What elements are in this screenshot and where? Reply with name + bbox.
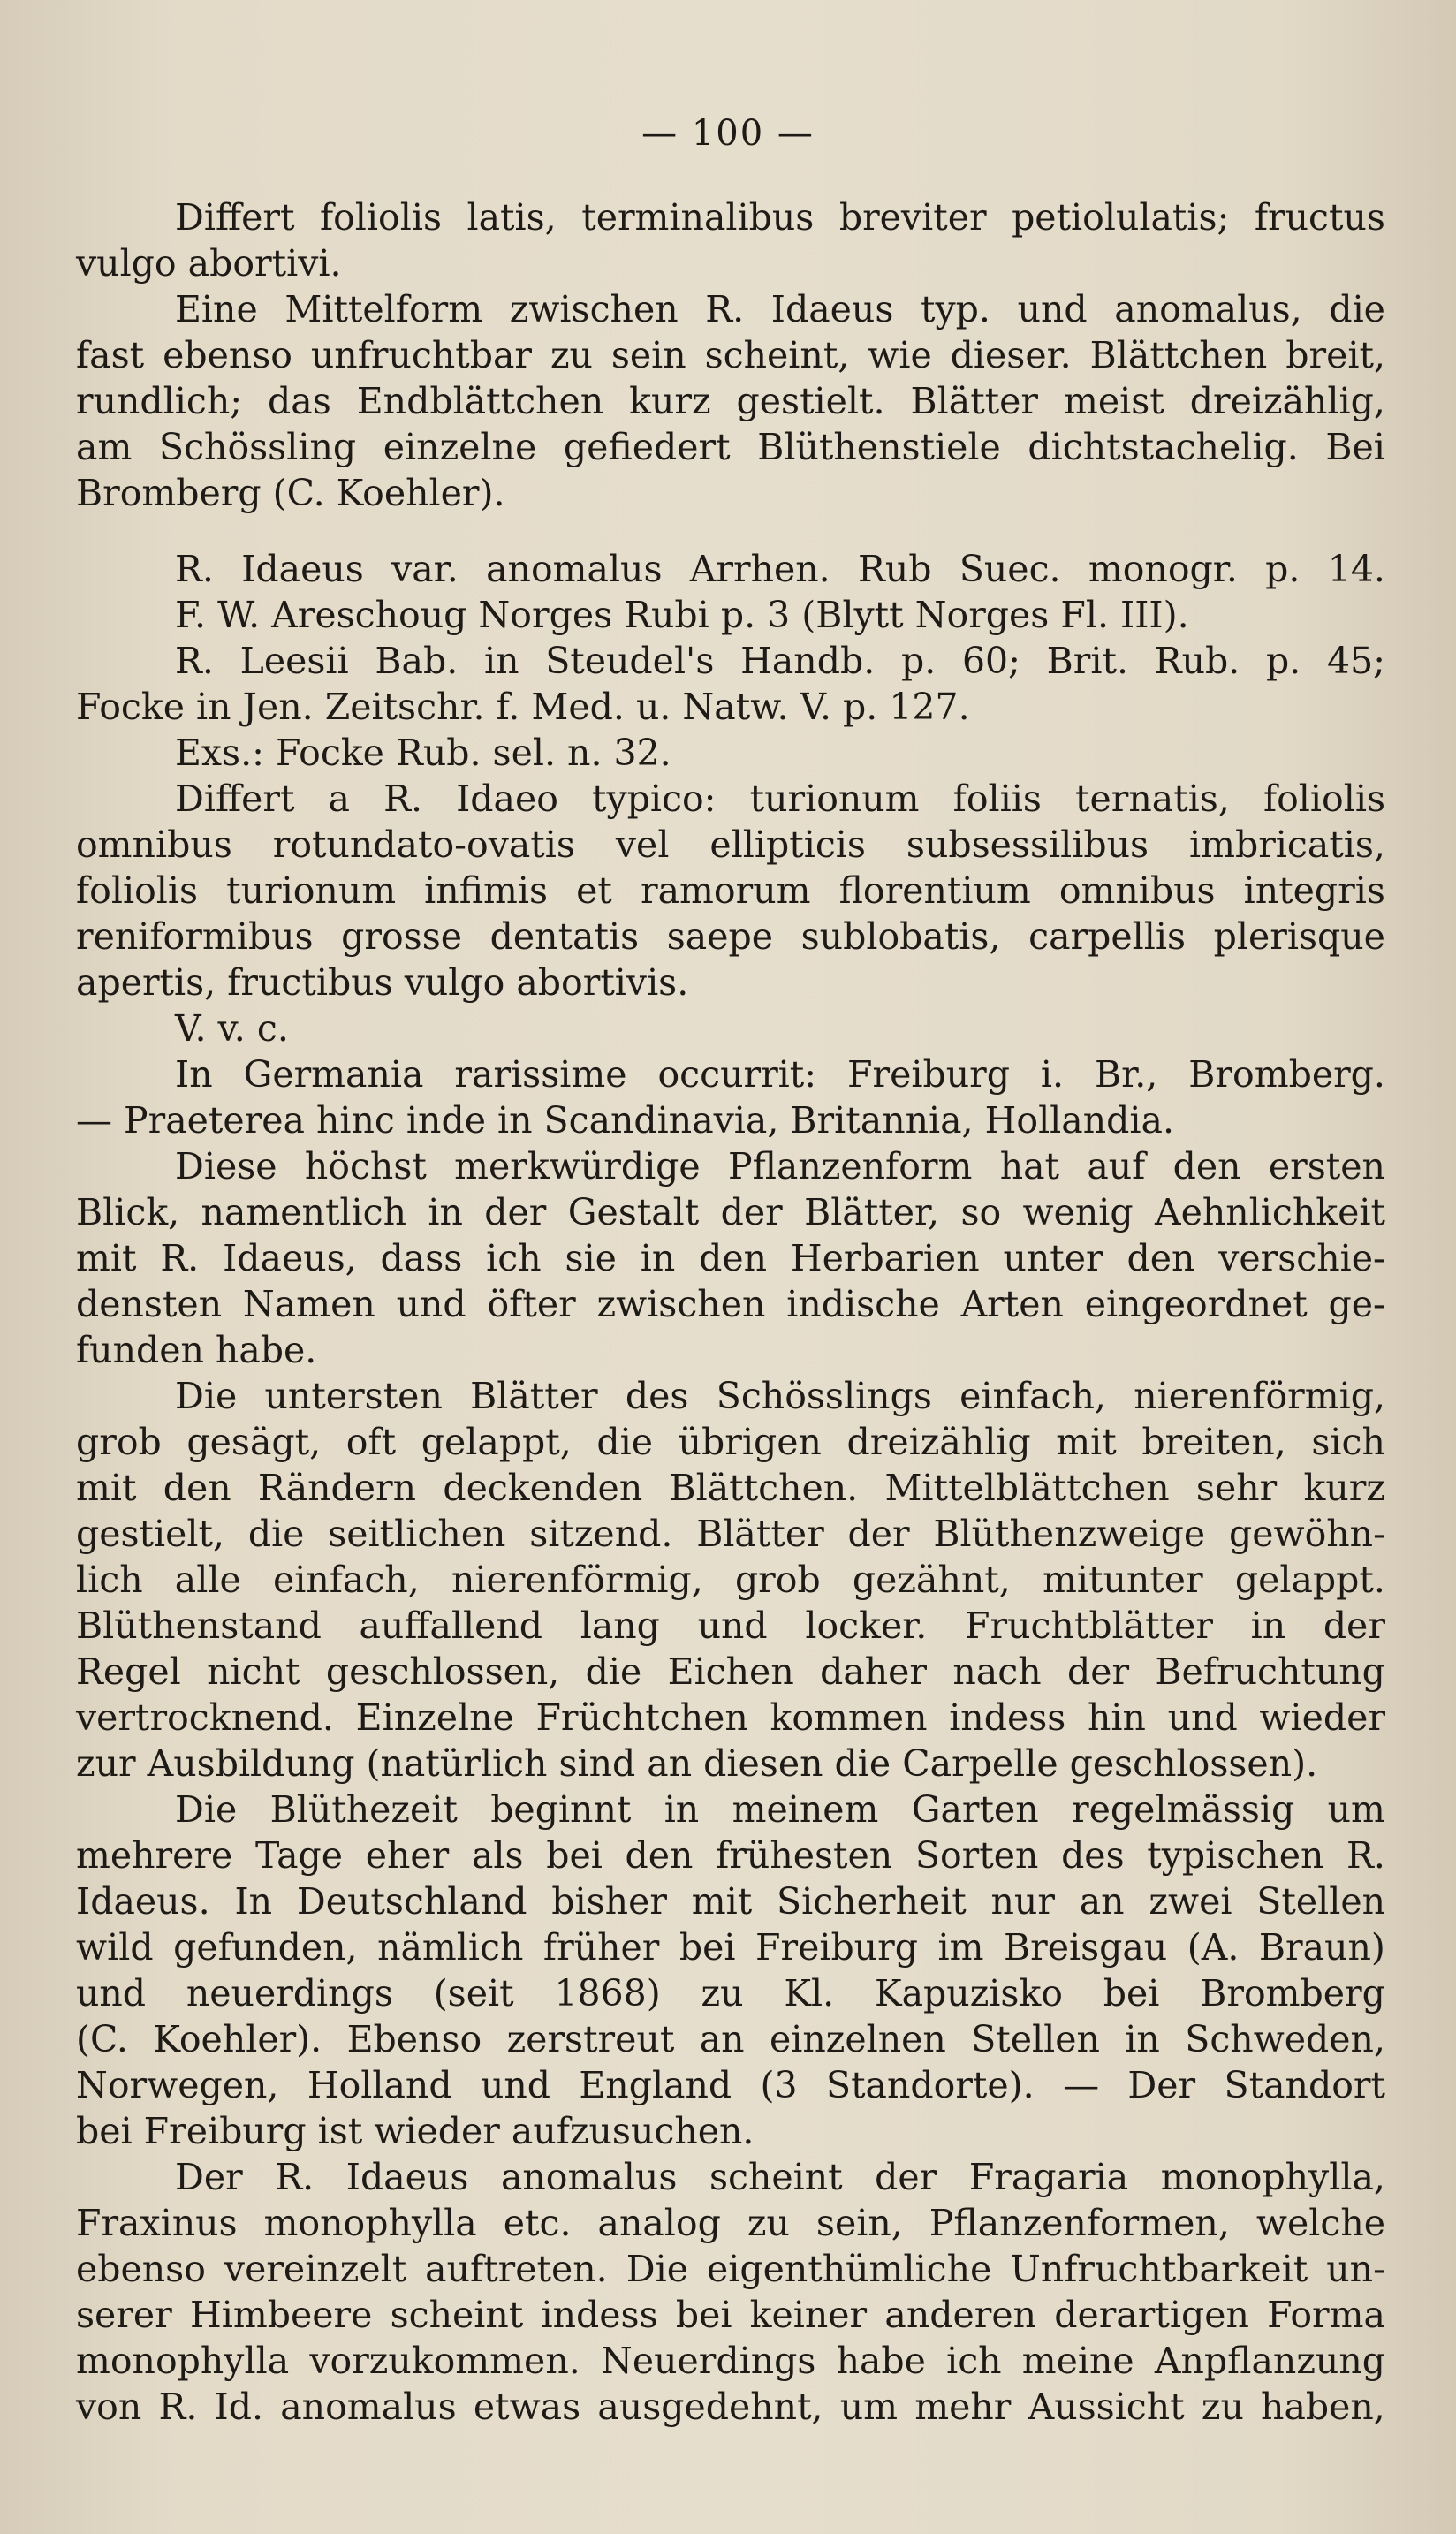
text-line: Differt a R. Idaeo typico: turionum foliis ternatis, foliolis	[175, 778, 1385, 820]
text-line: omnibus rotundato-ovatis vel ellipticis subsessilibus imbricatis,	[76, 823, 1385, 866]
body-text	[76, 194, 1385, 2430]
text-line: rundlich; das Endblättchen kurz gestielt. Blätter meist dreizählig,	[76, 380, 1385, 422]
text-line: zur Ausbildung (natürlich sind an diesen die Carpelle geschlossen).	[76, 1742, 1318, 1785]
text-line: lich alle einfach, nierenförmig, grob gezähnt, mitunter gelappt.	[76, 1559, 1385, 1601]
text-line: Norwegen, Holland und England (3 Standorte). — Der Standort	[76, 2064, 1385, 2106]
text-line: Bromberg (C. Koehler).	[76, 472, 505, 514]
text-line: mehrere Tage eher als bei den frühesten Sorten des typischen R.	[76, 1834, 1385, 1877]
text-line: Die untersten Blätter des Schösslings einfach, nierenförmig,	[175, 1375, 1385, 1417]
text-line: Differt foliolis latis, terminalibus breviter petiolulatis; fructus	[175, 196, 1385, 239]
text-line: Die Blüthezeit beginnt in meinem Garten regelmässig um	[175, 1788, 1385, 1831]
text-line: gestielt, die seitlichen sitzend. Blätter der Blüthenzweige gewöhn-	[76, 1513, 1385, 1555]
text-line: von R. Id. anomalus etwas ausgedehnt, um mehr Aussicht zu haben,	[76, 2386, 1385, 2428]
text-line: funden habe.	[76, 1329, 317, 1371]
text-line: fast ebenso unfruchtbar zu sein scheint, wie dieser. Blättchen breit,	[76, 334, 1385, 376]
text-line: Blick, namentlich in der Gestalt der Blätter, so wenig Aehnlichkeit	[76, 1191, 1385, 1233]
text-line: Exs.: Focke Rub. sel. n. 32.	[175, 732, 671, 774]
text-line: vertrocknend. Einzelne Früchtchen kommen indess hin und wieder	[76, 1696, 1385, 1739]
text-line: grob gesägt, oft gelappt, die übrigen dreizählig mit breiten, sich	[76, 1421, 1385, 1463]
text-line: F. W. Areschoug Norges Rubi p. 3 (Blytt Norges Fl. III).	[175, 594, 1189, 636]
text-line: apertis, fructibus vulgo abortivis.	[76, 961, 689, 1004]
text-line: monophylla vorzukommen. Neuerdings habe ich meine Anpflanzung	[76, 2340, 1385, 2382]
text-line: Diese höchst merkwürdige Pflanzenform hat auf den ersten	[175, 1145, 1385, 1187]
text-line: ebenso vereinzelt auftreten. Die eigenthümliche Unfruchtbarkeit un-	[76, 2248, 1385, 2290]
text-line: mit R. Idaeus, dass ich sie in den Herbarien unter den verschie-	[76, 1237, 1385, 1279]
paragraph-gap	[76, 516, 1385, 546]
text-line: reniformibus grosse dentatis saepe sublobatis, carpellis plerisque	[76, 915, 1385, 958]
text-line: mit den Rändern deckenden Blättchen. Mittelblättchen sehr kurz	[76, 1467, 1385, 1509]
text-line: In Germania rarissime occurrit: Freiburg i. Br., Bromberg.	[175, 1053, 1385, 1096]
text-line: densten Namen und öfter zwischen indische Arten eingeordnet ge-	[76, 1283, 1385, 1325]
text-line: Der R. Idaeus anomalus scheint der Fragaria monophylla,	[175, 2156, 1385, 2198]
text-line: Idaeus. In Deutschland bisher mit Sicherheit nur an zwei Stellen	[76, 1880, 1385, 1923]
text-line: R. Leesii Bab. in Steudel's Handb. p. 60; Brit. Rub. p. 45;	[175, 640, 1385, 682]
page-number: — 100 —	[641, 113, 815, 154]
text-line: Fraxinus monophylla etc. analog zu sein, Pflanzenformen, welche	[76, 2202, 1385, 2244]
text-line: Focke in Jen. Zeitschr. f. Med. u. Natw. V. p. 127.	[76, 686, 970, 728]
text-line: Blüthenstand auffallend lang und locker. Fruchtblätter in der	[76, 1605, 1385, 1647]
text-line: Eine Mittelform zwischen R. Idaeus typ. und anomalus, die	[175, 288, 1385, 330]
text-line: (C. Koehler). Ebenso zerstreut an einzelnen Stellen in Schweden,	[76, 2018, 1385, 2060]
text-line: Regel nicht geschlossen, die Eichen daher nach der Befruchtung	[76, 1650, 1385, 1693]
text-line: R. Idaeus var. anomalus Arrhen. Rub Suec. monogr. p. 14.	[175, 548, 1385, 590]
text-line: vulgo abortivi.	[76, 242, 342, 285]
text-line: V. v. c.	[175, 1007, 289, 1050]
text-line: foliolis turionum infimis et ramorum florentium omnibus integris	[76, 869, 1385, 912]
text-line: und neuerdings (seit 1868) zu Kl. Kapuzisko bei Bromberg	[76, 1972, 1385, 2014]
text-line: am Schössling einzelne gefiedert Blüthenstiele dichtstachelig. Bei	[76, 426, 1385, 468]
text-line: wild gefunden, nämlich früher bei Freiburg im Breisgau (A. Braun)	[76, 1926, 1385, 1969]
text-line: serer Himbeere scheint indess bei keiner anderen derartigen Forma	[76, 2294, 1385, 2336]
text-line: bei Freiburg ist wieder aufzusuchen.	[76, 2110, 755, 2152]
text-line: — Praeterea hinc inde in Scandinavia, Britannia, Hollandia.	[76, 1099, 1174, 1142]
